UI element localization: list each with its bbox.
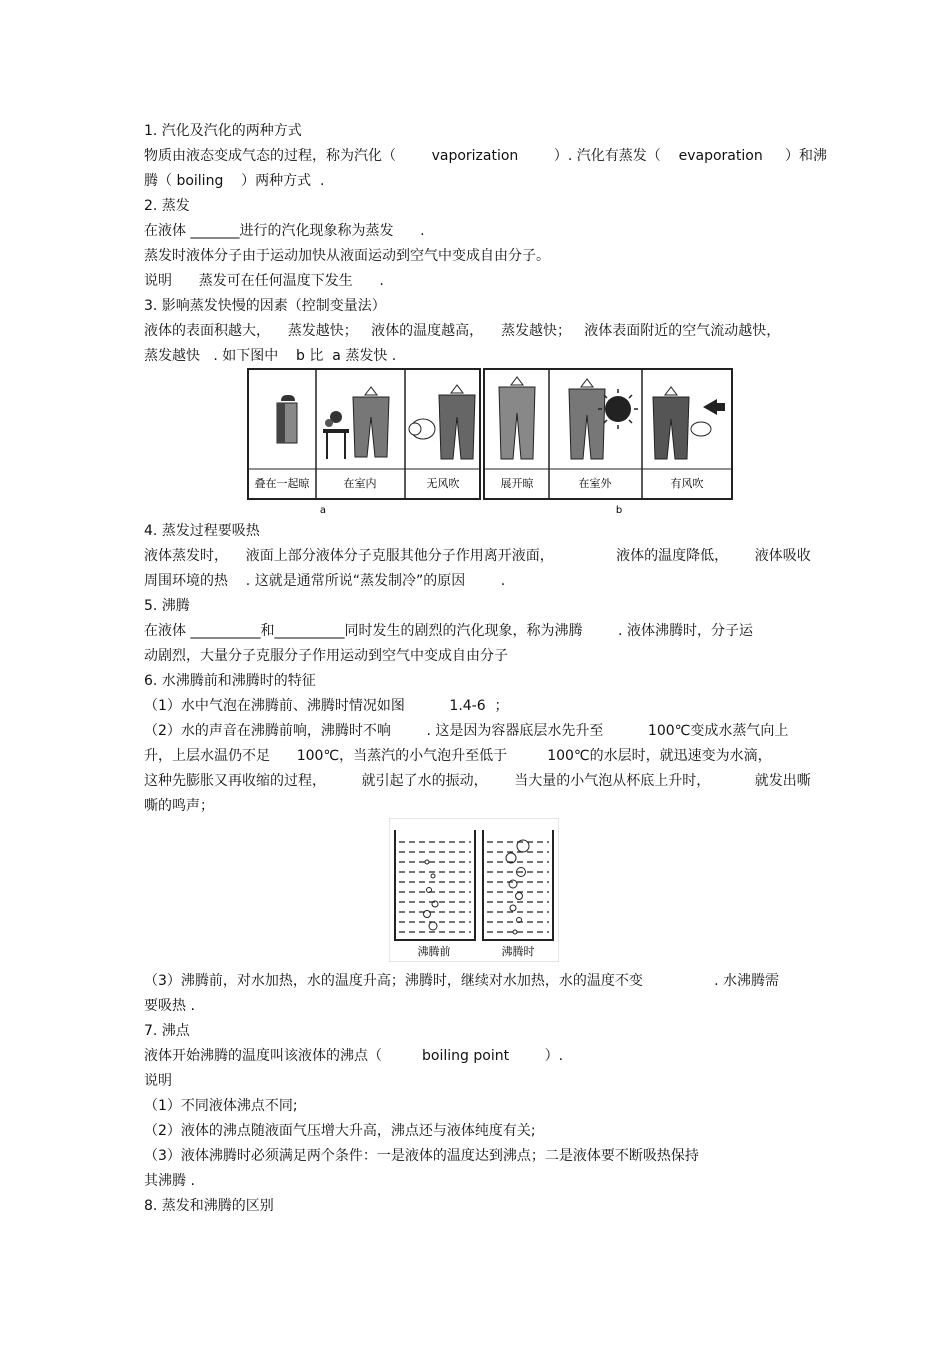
- label-boiling: 沸腾时: [501, 945, 535, 958]
- text-line: 在液体 __________和__________同时发生的剧烈的汽化现象，称为沸腾 . 液体沸腾时，分子运: [144, 623, 753, 639]
- panel-label-3: 无风吹: [426, 477, 460, 490]
- text-line: 6. 水沸腾前和沸腾时的特征: [144, 673, 316, 689]
- text-line: 4. 蒸发过程要吸热: [144, 523, 260, 539]
- text-line: 8. 蒸发和沸腾的区别: [144, 1198, 274, 1214]
- group-label-b: b: [615, 505, 623, 516]
- text-line: 5. 沸腾: [144, 598, 190, 614]
- text-line: （2）水的声音在沸腾前响，沸腾时不响 . 这是因为容器底层水先升至 100℃变成水蒸气向上: [144, 723, 789, 739]
- panel-label-5: 在室外: [578, 477, 612, 490]
- text-line: （3）液体沸腾时必须满足两个条件：一是液体的温度达到沸点；二是液体要不断吸热保持: [144, 1148, 699, 1164]
- pants-spread-icon: [499, 377, 535, 459]
- text-line: 其沸腾 .: [144, 1173, 195, 1189]
- bubbles-before: [424, 860, 439, 930]
- pants-no-wind-icon: [409, 385, 475, 459]
- text-line: 液体开始沸腾的温度叫该液体的沸点（ boiling point ）.: [144, 1048, 564, 1064]
- folded-cloth-icon: [277, 395, 297, 443]
- text-line: 这种先膨胀又再收缩的过程， 就引起了水的振动， 当大量的小气泡从杯底上升时， 就发出嘶: [144, 773, 811, 789]
- panel-label-6: 有风吹: [670, 477, 704, 490]
- panel-label-1: 叠在一起晾: [254, 477, 310, 490]
- text-line: 液体的表面积越大， 蒸发越快； 液体的温度越高， 蒸发越快； 液体表面附近的空气流动越快，: [144, 323, 781, 339]
- text-line: 在液体 _______进行的汽化现象称为蒸发 .: [144, 223, 425, 239]
- text-line: 3. 影响蒸发快慢的因素（控制变量法）: [144, 298, 386, 314]
- text-line: 说明: [144, 1073, 172, 1089]
- text-line: 动剧烈，大量分子克服分子作用运动到空气中变成自由分子: [144, 648, 508, 664]
- text-line: 物质由液态变成气态的过程，称为汽化（ vaporization ）. 汽化有蒸发（ evaporation ）和沸: [144, 148, 827, 164]
- text-line: 周围环境的热 . 这就是通常所说“蒸发制冷”的原因 .: [144, 573, 506, 589]
- text-line: （3）沸腾前，对水加热，水的温度升高；沸腾时，继续对水加热，水的温度不变 . 水沸腾需: [144, 973, 780, 989]
- text-line: 7. 沸点: [144, 1023, 190, 1039]
- text-line: 说明 蒸发可在任何温度下发生 .: [144, 273, 384, 289]
- text-line: 1. 汽化及汽化的两种方式: [144, 123, 302, 139]
- label-before-boiling: 沸腾前: [417, 945, 451, 958]
- text-line: 腾（ boiling ）两种方式 .: [144, 173, 325, 189]
- pants-indoor-icon: [323, 387, 389, 459]
- boiling-figure: [389, 818, 559, 962]
- text-line: 要吸热 .: [144, 998, 195, 1014]
- bubbles-boiling: [506, 840, 529, 934]
- text-line: 嘶的鸣声；: [144, 798, 214, 814]
- text-line: （1）水中气泡在沸腾前、沸腾时情况如图 1.4-6 ；: [144, 698, 509, 714]
- text-line: 蒸发越快 . 如下图中 b 比 a 蒸发快 .: [144, 348, 397, 364]
- text-line: 2. 蒸发: [144, 198, 190, 214]
- text-line: 液体蒸发时， 液面上部分液体分子克服其他分子作用离开液面， 液体的温度降低， 液体吸收: [144, 548, 811, 564]
- text-line: 升，上层水温仍不足 100℃，当蒸汽的小气泡升至低于 100℃的水层时，就迅速变为水滴，: [144, 748, 772, 764]
- evaporation-figure: [247, 367, 735, 517]
- pants-outdoor-icon: [569, 379, 605, 459]
- group-label-a: a: [319, 505, 327, 516]
- panel-label-2: 在室内: [343, 477, 377, 490]
- pants-windy-icon: [653, 387, 725, 459]
- text-line: （1）不同液体沸点不同;: [144, 1098, 298, 1114]
- text-line: 蒸发时液体分子由于运动加快从液面运动到空气中变成自由分子。: [144, 248, 550, 264]
- panel-label-4: 展开晾: [500, 477, 534, 490]
- text-line: （2）液体的沸点随液面气压增大升高，沸点还与液体纯度有关;: [144, 1123, 536, 1139]
